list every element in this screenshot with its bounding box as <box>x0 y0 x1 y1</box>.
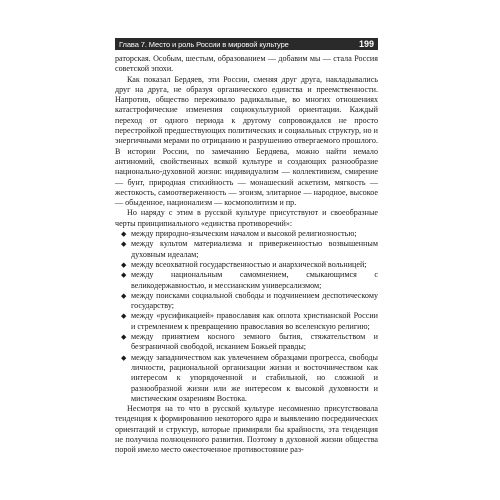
paragraph-2: Как показал Бердяев, эти России, сменяя друг друга, накладывались друг на друга, не образуя органического единства и преемственности. Напротив, общество переживало радикальные, во многих отношениях катастрофические изменения социокультурной ориентации. Каждый переход от одного периода к другому сопровождался не просто перестройкой предшествующих политических и социальных структур, но и энергичными мерами по отрицанию и разрушению отвергаемого прошлого. В истории России, по замечанию Бердяева, можно найти немало антиномий, свойственных всякой культуре и создающих разнообразие национально-духовной жизни: индивидуализм — коллективизм, смирение — бунт, природная стихийность — монашеский аскетизм, мягкость — жестокость, самоотверженность — эгоизм, элитарное — народное, высокое — обыденное, национализм — космополитизм и пр. <box>115 74 378 208</box>
list-item: ◆ между поисками социальной свободы и подчинением деспотическому государству; <box>121 290 378 311</box>
list-item: ◆ между культом материализма и приверженностью возвышенным духовным идеалам; <box>121 239 378 259</box>
diamond-bullet-icon: ◆ <box>121 291 127 300</box>
list-item: ◆ между «русификацией» православия как оплота христианской России и стремлением к превращению православия во вселенскую религию; <box>121 311 378 331</box>
page-number: 199 <box>358 39 374 49</box>
list-item: ◆ между западничеством как увлечением образцами прогресса, свободы личности, рациональной организации жизни и восточничеством как интересом к упорядоченной и стабильной, но сложной и разнообразной жизни или же интересом к высокой духовности и мистическим озарениям Востока. <box>121 352 378 403</box>
paragraph-3: Но наряду с этим в русской культуре присутствуют и своеобразные черты принципиального «единства противоречий»: <box>115 208 378 228</box>
list-item: ◆ между принятием косного земного бытия, стяжательством и безграничной свободой, исканием Божьей правды; <box>121 332 378 352</box>
list-item: ◆ между природно-языческим началом и высокой религиозностью; <box>121 229 357 239</box>
contradictions-list <box>115 229 378 404</box>
diamond-bullet-icon: ◆ <box>121 260 127 269</box>
running-header <box>115 38 378 50</box>
diamond-bullet-icon: ◆ <box>121 271 127 280</box>
diamond-bullet-icon: ◆ <box>121 230 127 239</box>
chapter-title: Глава 7. Место и роль России в мировой культуре <box>119 39 289 49</box>
diamond-bullet-icon: ◆ <box>121 333 127 342</box>
diamond-bullet-icon: ◆ <box>121 312 127 321</box>
list-item: ◆ между всеохватной государственностью и анархической вольницей; <box>121 259 367 269</box>
diamond-bullet-icon: ◆ <box>121 240 127 249</box>
paragraph-1: раторская. Особым, шестым, образованием — добавим мы — стала Россия советской эпохи. <box>115 54 378 74</box>
diamond-bullet-icon: ◆ <box>121 353 127 362</box>
paragraph-4: Несмотря на то что в русской культуре несомненно присутствовала тенденция к формированию некоторого ядра и выявлению посреднических ориентаций и структур, которые примиряли бы крайности, эта тенденция не получила полноценного развития. Поэтому в духовной жизни общества порой имело место ожесточенное противостояние раз- <box>115 404 378 455</box>
list-item: ◆ между национальным самомнением, смыкающимся с великодержавностью, и мессианским универсализмом; <box>121 270 378 290</box>
body-text <box>115 54 378 456</box>
